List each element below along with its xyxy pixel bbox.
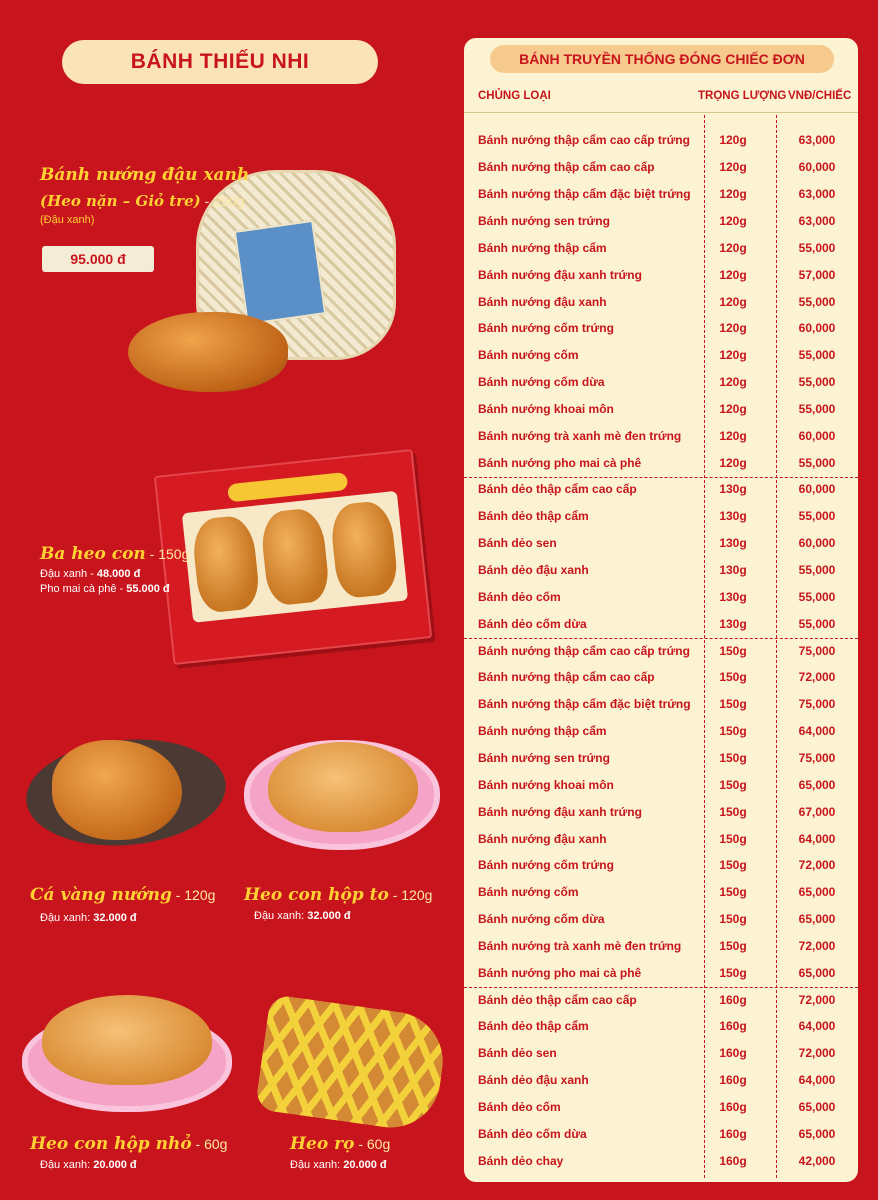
table-row	[464, 476, 858, 503]
product-price-line: Đậu xanh - 48.000 đ	[40, 568, 141, 580]
pig-in-tray-small-image	[42, 995, 212, 1085]
price-cell: 72,000	[798, 1046, 836, 1061]
price-cell: 65,000	[798, 1126, 836, 1141]
price-cell: 60,000	[798, 536, 836, 551]
table-row	[464, 154, 858, 181]
cake-name-cell: Bánh nướng đậu xanh trứng	[478, 804, 642, 819]
cake-name-cell: Bánh nướng pho mai cà phê	[478, 965, 642, 980]
table-row	[464, 583, 858, 610]
price-cell: 55,000	[798, 294, 836, 309]
product-note: (Đậu xanh)	[40, 214, 95, 226]
weight-cell: 120g	[719, 348, 747, 363]
weight-cell: 150g	[719, 643, 747, 658]
cake-name-cell: Bánh dẻo chay	[478, 1153, 564, 1168]
table-row	[464, 396, 858, 423]
cake-name-cell: Bánh nướng trà xanh mè đen trứng	[478, 938, 682, 953]
weight-cell: 120g	[719, 375, 747, 390]
weight-cell: 150g	[719, 670, 747, 685]
table-row	[464, 745, 858, 772]
product-price-line: Pho mai cà phê - 55.000 đ	[40, 583, 170, 595]
header-price: VNĐ/CHIẾC	[788, 90, 852, 102]
price-cell: 55,000	[798, 240, 836, 255]
price-cell: 72,000	[798, 938, 836, 953]
cake-name-cell: Bánh nướng thập cẩm đặc biệt trứng	[478, 187, 691, 202]
table-row	[464, 315, 858, 342]
weight-cell: 120g	[719, 401, 747, 416]
table-row	[464, 664, 858, 691]
bamboo-cage-pig-image	[255, 994, 449, 1134]
weight-cell: 150g	[719, 804, 747, 819]
section-title: BÁNH THIẾU NHI	[62, 40, 378, 84]
cake-name-cell: Bánh nướng thập cẩm cao cấp trứng	[478, 133, 690, 148]
product-price-line: Đậu xanh: 32.000 đ	[40, 912, 137, 924]
cake-name-cell: Bánh nướng thập cẩm đặc biệt trứng	[478, 697, 691, 712]
price-cell: 60,000	[798, 428, 836, 443]
table-row	[464, 825, 858, 852]
cake-name-cell: Bánh dẻo thập cẩm cao cấp	[478, 992, 637, 1007]
weight-cell: 130g	[719, 589, 747, 604]
table-row	[464, 234, 858, 261]
table-row	[464, 288, 858, 315]
weight-cell: 150g	[719, 724, 747, 739]
price-cell: 75,000	[798, 750, 836, 765]
weight-cell: 160g	[719, 1019, 747, 1034]
cake-name-cell: Bánh nướng cốm dừa	[478, 375, 605, 390]
cake-name-cell: Bánh nướng pho mai cà phê	[478, 455, 642, 470]
cake-name-cell: Bánh nướng sen trứng	[478, 750, 610, 765]
product-price-line: Đậu xanh: 20.000 đ	[40, 1159, 137, 1171]
cake-name-cell: Bánh dẻo thập cẩm	[478, 509, 589, 524]
cake-name-cell: Bánh nướng cốm	[478, 885, 579, 900]
goldfish-mooncake-image	[52, 740, 182, 840]
table-row	[464, 1040, 858, 1067]
weight-cell: 160g	[719, 1046, 747, 1061]
product-name: Heo rọ - 60g	[290, 1134, 391, 1154]
cake-name-cell: Bánh nướng sen trứng	[478, 213, 610, 228]
weight-cell: 150g	[719, 831, 747, 846]
weight-cell: 130g	[719, 536, 747, 551]
cake-name-cell: Bánh nướng thập cẩm	[478, 240, 607, 255]
price-cell: 63,000	[798, 133, 836, 148]
weight-cell: 150g	[719, 885, 747, 900]
price-cell: 63,000	[798, 213, 836, 228]
three-pigs-box-image	[154, 449, 432, 665]
price-cell: 55,000	[798, 563, 836, 578]
cake-name-cell: Bánh dẻo thập cẩm cao cấp	[478, 482, 637, 497]
cake-name-cell: Bánh nướng thập cẩm	[478, 724, 607, 739]
weight-cell: 150g	[719, 777, 747, 792]
price-cell: 55,000	[798, 401, 836, 416]
table-row	[464, 530, 858, 557]
cake-name-cell: Bánh dẻo sen	[478, 536, 557, 551]
table-row	[464, 1013, 858, 1040]
weight-cell: 120g	[719, 213, 747, 228]
table-row	[464, 691, 858, 718]
table-row	[464, 369, 858, 396]
table-row	[464, 1147, 858, 1174]
cake-name-cell: Bánh dẻo cốm	[478, 1100, 561, 1115]
cake-name-cell: Bánh dẻo thập cẩm	[478, 1019, 589, 1034]
weight-cell: 150g	[719, 750, 747, 765]
cake-name-cell: Bánh dẻo đậu xanh	[478, 563, 589, 578]
cake-name-cell: Bánh nướng thập cẩm cao cấp trứng	[478, 643, 690, 658]
table-row	[464, 879, 858, 906]
weight-cell: 130g	[719, 509, 747, 524]
table-row	[464, 1120, 858, 1147]
weight-cell: 160g	[719, 1100, 747, 1115]
table-row	[464, 127, 858, 154]
table-row	[464, 342, 858, 369]
weight-cell: 120g	[719, 428, 747, 443]
cake-name-cell: Bánh nướng khoai môn	[478, 401, 614, 416]
gift-card-image	[234, 220, 326, 325]
cake-name-cell: Bánh nướng đậu xanh	[478, 294, 607, 309]
price-cell: 55,000	[798, 375, 836, 390]
cake-name-cell: Bánh nướng trà xanh mè đen trứng	[478, 428, 682, 443]
price-cell: 64,000	[798, 1019, 836, 1034]
table-row	[464, 852, 858, 879]
price-cell: 72,000	[798, 858, 836, 873]
table-row	[464, 503, 858, 530]
price-tag: 95.000 đ	[42, 246, 154, 272]
table-row	[464, 208, 858, 235]
pig-in-tray-large-image	[268, 742, 418, 832]
table-row	[464, 959, 858, 986]
cake-name-cell: Bánh nướng cốm	[478, 348, 579, 363]
price-cell: 57,000	[798, 267, 836, 282]
weight-cell: 160g	[719, 1153, 747, 1168]
table-row	[464, 261, 858, 288]
price-cell: 65,000	[798, 777, 836, 792]
price-cell: 75,000	[798, 643, 836, 658]
price-cell: 75,000	[798, 697, 836, 712]
table-row	[464, 933, 858, 960]
weight-cell: 130g	[719, 482, 747, 497]
price-cell: 63,000	[798, 187, 836, 202]
weight-cell: 160g	[719, 1073, 747, 1088]
product-name: Heo con hộp nhỏ - 60g	[30, 1134, 228, 1154]
table-row	[464, 422, 858, 449]
weight-cell: 120g	[719, 160, 747, 175]
table-row	[464, 718, 858, 745]
table-title: BÁNH TRUYỀN THỐNG ĐÓNG CHIẾC ĐƠN	[490, 45, 834, 73]
weight-cell: 150g	[719, 912, 747, 927]
price-cell: 72,000	[798, 992, 836, 1007]
cake-name-cell: Bánh nướng khoai môn	[478, 777, 614, 792]
table-row	[464, 1067, 858, 1094]
cake-name-cell: Bánh dẻo cốm dừa	[478, 1126, 587, 1141]
cake-name-cell: Bánh nướng đậu xanh trứng	[478, 267, 642, 282]
price-cell: 55,000	[798, 616, 836, 631]
table-row	[464, 181, 858, 208]
weight-cell: 150g	[719, 697, 747, 712]
weight-cell: 120g	[719, 267, 747, 282]
weight-cell: 120g	[719, 294, 747, 309]
price-cell: 65,000	[798, 1100, 836, 1115]
cake-name-cell: Bánh dẻo đậu xanh	[478, 1073, 589, 1088]
header-weight: TRỌNG LƯỢNG	[698, 90, 787, 102]
table-row	[464, 798, 858, 825]
table-row	[464, 986, 858, 1013]
price-cell: 60,000	[798, 160, 836, 175]
weight-cell: 120g	[719, 455, 747, 470]
weight-cell: 150g	[719, 858, 747, 873]
price-cell: 72,000	[798, 670, 836, 685]
header-divider	[464, 112, 858, 113]
weight-cell: 120g	[719, 133, 747, 148]
weight-cell: 160g	[719, 992, 747, 1007]
product-price-line: Đậu xanh: 32.000 đ	[254, 910, 351, 922]
weight-cell: 130g	[719, 563, 747, 578]
weight-cell: 130g	[719, 616, 747, 631]
price-cell: 65,000	[798, 885, 836, 900]
table-row	[464, 557, 858, 584]
cake-name-cell: Bánh nướng thập cẩm cao cấp	[478, 670, 655, 685]
cake-name-cell: Bánh nướng thập cẩm cao cấp	[478, 160, 655, 175]
cake-name-cell: Bánh dẻo sen	[478, 1046, 557, 1061]
price-cell: 55,000	[798, 509, 836, 524]
table-row	[464, 771, 858, 798]
price-cell: 55,000	[798, 589, 836, 604]
price-cell: 67,000	[798, 804, 836, 819]
price-cell: 55,000	[798, 348, 836, 363]
cake-name-cell: Bánh nướng đậu xanh	[478, 831, 607, 846]
product-name: Bánh nướng đậu xanh	[40, 165, 250, 185]
price-cell: 64,000	[798, 724, 836, 739]
table-row	[464, 1094, 858, 1121]
price-table-panel	[464, 38, 858, 1182]
weight-cell: 120g	[719, 321, 747, 336]
header-type: CHỦNG LOẠI	[478, 90, 551, 102]
price-cell: 55,000	[798, 455, 836, 470]
price-cell: 65,000	[798, 912, 836, 927]
price-cell: 60,000	[798, 321, 836, 336]
table-row	[464, 449, 858, 476]
product-subtitle: (Heo nặn – Giỏ tre) - 250g	[40, 192, 245, 210]
table-row	[464, 906, 858, 933]
table-row	[464, 610, 858, 637]
cake-name-cell: Bánh nướng cốm trứng	[478, 321, 614, 336]
weight-cell: 150g	[719, 965, 747, 980]
weight-cell: 160g	[719, 1126, 747, 1141]
cake-name-cell: Bánh dẻo cốm	[478, 589, 561, 604]
cake-name-cell: Bánh nướng cốm trứng	[478, 858, 614, 873]
product-name: Ba heo con - 150g	[40, 544, 190, 564]
table-row	[464, 637, 858, 664]
product-name: Cá vàng nướng - 120g	[30, 885, 216, 905]
product-name: Heo con hộp to - 120g	[244, 885, 433, 905]
price-cell: 42,000	[798, 1153, 836, 1168]
price-cell: 64,000	[798, 831, 836, 846]
weight-cell: 150g	[719, 938, 747, 953]
cake-name-cell: Bánh dẻo cốm dừa	[478, 616, 587, 631]
price-cell: 64,000	[798, 1073, 836, 1088]
price-cell: 60,000	[798, 482, 836, 497]
cake-name-cell: Bánh nướng cốm dừa	[478, 912, 605, 927]
pig-mooncake-image	[128, 312, 288, 392]
price-cell: 65,000	[798, 965, 836, 980]
weight-cell: 120g	[719, 187, 747, 202]
weight-cell: 120g	[719, 240, 747, 255]
product-price-line: Đậu xanh: 20.000 đ	[290, 1159, 387, 1171]
